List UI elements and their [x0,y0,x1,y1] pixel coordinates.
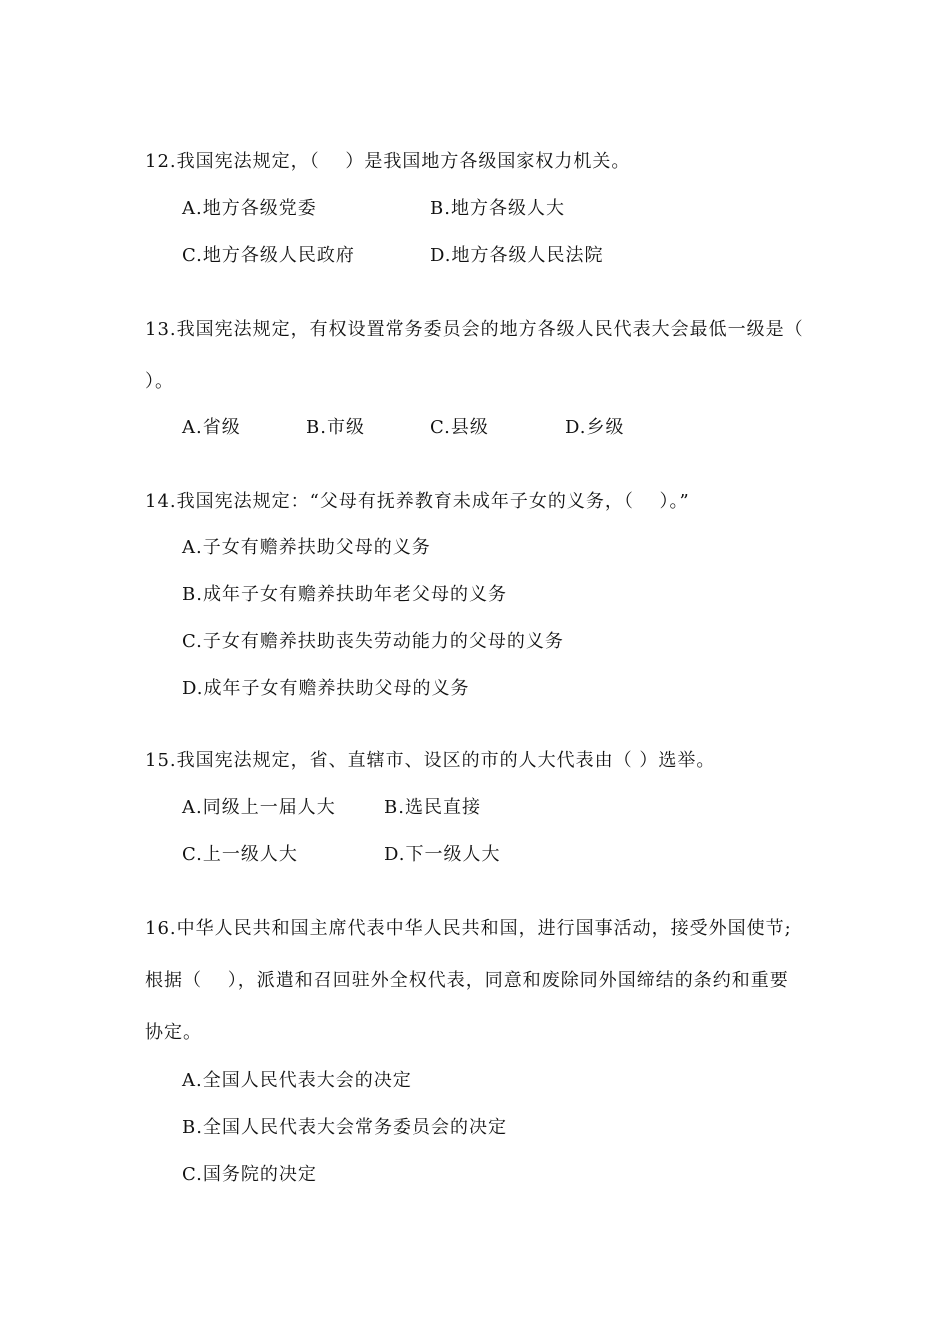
question-16-option-b: B.全国人民代表大会常务委员会的决定 [182,1117,507,1138]
question-13-option-b: B.市级 [306,417,365,438]
question-13-option-c: C.县级 [430,417,489,438]
question-16-stem-line-1: 16.中华人民共和国主席代表中华人民共和国，进行国事活动，接受外国使节; [145,918,792,939]
question-14-option-a: A.子女有赡养扶助父母的义务 [182,537,431,558]
question-12-option-b: B.地方各级人大 [430,198,565,219]
question-16-option-a: A.全国人民代表大会的决定 [182,1070,412,1091]
question-15-option-d: D.下一级人大 [384,844,501,865]
question-15-stem: 15.我国宪法规定，省、直辖市、设区的市的人大代表由（ ）选举。 [145,750,716,771]
question-16-stem-line-3: 协定。 [145,1022,202,1043]
question-12-option-d: D.地方各级人民法院 [430,245,604,266]
question-16-stem-line-2: 根据（ ），派遣和召回驻外全权代表，同意和废除同外国缔结的条约和重要 [145,970,789,991]
question-12-option-a: A.地方各级党委 [182,198,317,219]
question-16-option-c: C.国务院的决定 [182,1164,317,1185]
question-12-option-c: C.地方各级人民政府 [182,245,355,266]
question-15-option-a: A.同级上一届人大 [182,797,336,818]
question-15-option-b: B.选民直接 [384,797,481,818]
question-14-option-c: C.子女有赡养扶助丧失劳动能力的父母的义务 [182,631,564,652]
question-13-option-d: D.乡级 [565,417,625,438]
question-14-stem: 14.我国宪法规定：“父母有抚养教育未成年子女的义务，（ ）。” [145,491,690,512]
question-12-stem: 12.我国宪法规定，（ ）是我国地方各级国家权力机关。 [145,151,631,172]
question-14-option-d: D.成年子女有赡养扶助父母的义务 [182,678,470,699]
question-13-option-a: A.省级 [182,417,241,438]
question-13-stem-line-1: 13.我国宪法规定，有权设置常务委员会的地方各级人民代表大会最低一级是（ [145,319,804,340]
question-13-stem-line-2: ）。 [145,371,174,392]
question-15-option-c: C.上一级人大 [182,844,298,865]
question-14-option-b: B.成年子女有赡养扶助年老父母的义务 [182,584,507,605]
